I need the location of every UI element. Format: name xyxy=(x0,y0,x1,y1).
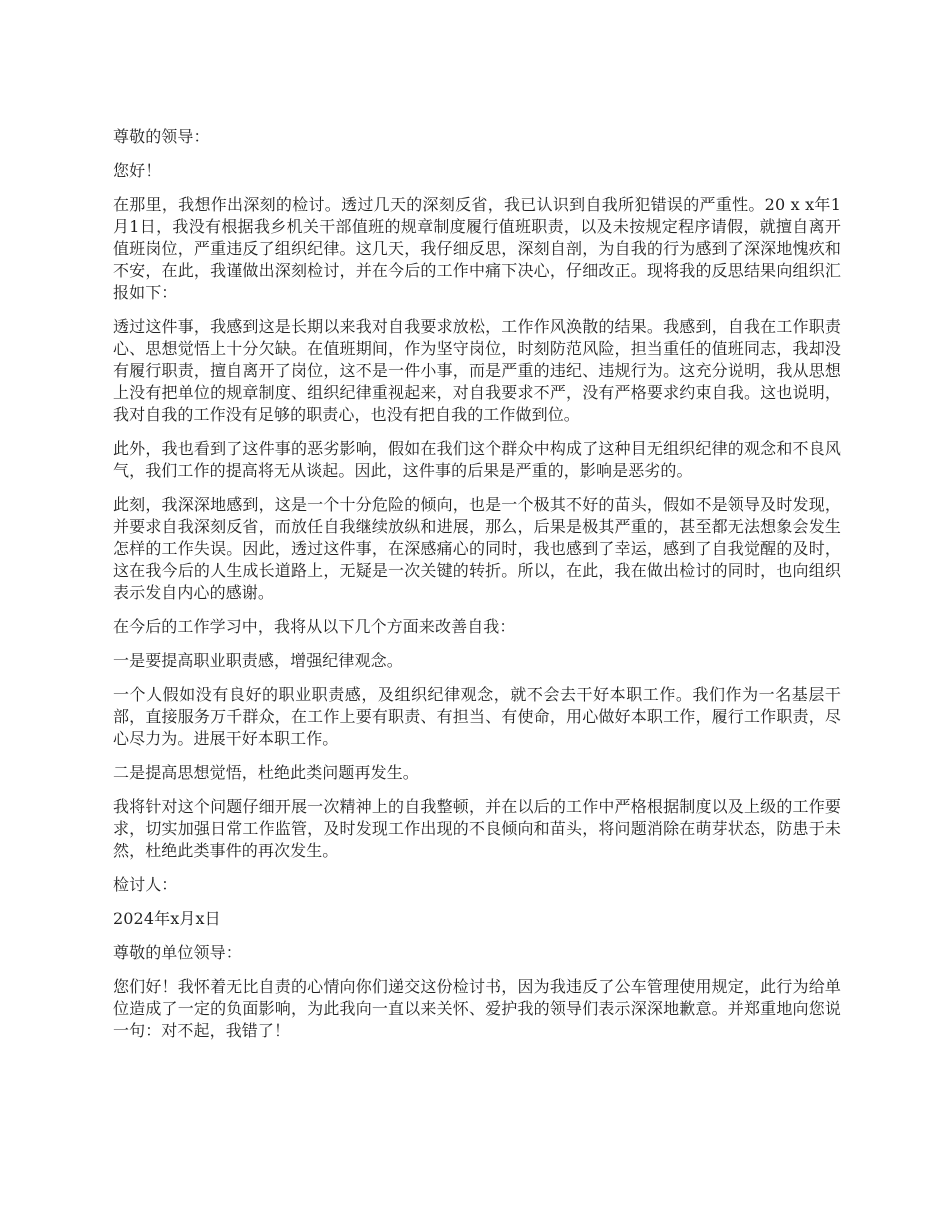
body-paragraph: 此外，我也看到了这件事的恶劣影响，假如在我们这个群众中构成了这种目无组织纪律的观念和不良风气，我们工作的提高将无从谈起。因此，这件事的后果是严重的，影响是恶劣的。 xyxy=(113,439,841,480)
document-body xyxy=(113,126,841,1054)
salutation: 尊敬的单位领导： xyxy=(113,943,242,962)
signature-line: 检讨人： xyxy=(113,875,178,894)
body-paragraph: 在那里，我想作出深刻的检讨。透过几天的深刻反省，我已认识到自我所犯错误的严重性。20 x x年1月1日，我没有根据我乡机关干部值班的规章制度履行值班职责，以及未按规定程序请假，就擅自离开值班岗位，严重违反了组织纪律。这几天，我仔细反思，深刻自剖，为自我的行为感到了深深地愧疚和不安，在此，我谨做出深刻检讨，并在今后的工作中痛下决心，仔细改正。现将我的反思结果向组织汇报如下： xyxy=(113,195,841,302)
point-heading: 二是提高思想觉悟，杜绝此类问题再发生。 xyxy=(113,763,419,782)
body-paragraph: 此刻，我深深地感到，这是一个十分危险的倾向，也是一个极其不好的苗头，假如不是领导及时发现，并要求自我深刻反省，而放任自我继续放纵和进展，那么，后果是极其严重的，甚至都无法想象会发生怎样的工作失误。因此，透过这件事，在深感痛心的同时，我也感到了幸运，感到了自我觉醒的及时，这在我今后的人生成长道路上，无疑是一次关键的转折。所以，在此，我在做出检讨的同时，也向组织表示发自内心的感谢。 xyxy=(113,495,841,602)
body-paragraph: 在今后的工作学习中，我将从以下几个方面来改善自我： xyxy=(113,617,516,636)
salutation: 尊敬的领导： xyxy=(113,127,210,146)
greeting: 您好！ xyxy=(113,161,162,180)
point-heading: 一是要提高职业职责感，增强纪律观念。 xyxy=(113,651,403,670)
body-paragraph: 您们好！我怀着无比自责的心情向你们递交这份检讨书，因为我违反了公车管理使用规定，此行为给单位造成了一定的负面影响，为此我向一直以来关怀、爱护我的领导们表示深深地歉意。并郑重地向您说一句：对不起，我错了！ xyxy=(113,977,841,1040)
date-line: 2024年x月x日 xyxy=(113,909,221,928)
body-paragraph: 我将针对这个问题仔细开展一次精神上的自我整顿，并在以后的工作中严格根据制度以及上级的工作要求，切实加强日常工作监管，及时发现工作出现的不良倾向和苗头，将问题消除在萌芽状态，防患于未然，杜绝此类事件的再次发生。 xyxy=(113,797,841,860)
body-paragraph: 一个人假如没有良好的职业职责感，及组织纪律观念，就不会去干好本职工作。我们作为一名基层干部，直接服务万千群众，在工作上要有职责、有担当、有使命，用心做好本职工作，履行工作职责，尽心尽力为。进展干好本职工作。 xyxy=(113,685,841,748)
body-paragraph: 透过这件事，我感到这是长期以来我对自我要求放松，工作作风涣散的结果。我感到，自我在工作职责心、思想觉悟上十分欠缺。在值班期间，作为坚守岗位，时刻防范风险，担当重任的值班同志，我却没有履行职责，擅自离开了岗位，这不是一件小事，而是严重的违纪、违规行为。这充分说明，我从思想上没有把单位的规章制度、组织纪律重视起来，对自我要求不严，没有严格要求约束自我。这也说明，我对自我的工作没有足够的职责心，也没有把自我的工作做到位。 xyxy=(113,317,841,424)
